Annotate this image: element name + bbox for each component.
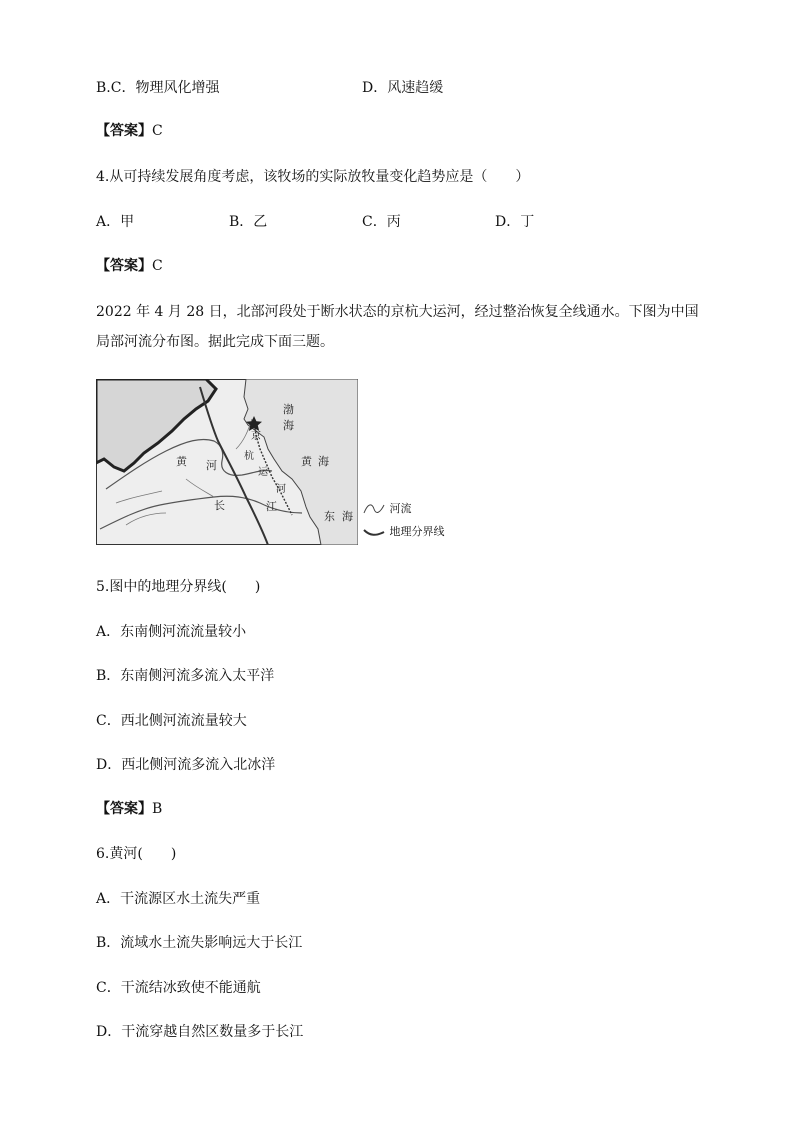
map-label-huanghai-2: 海 [318,455,329,468]
q3-option-d: D．风速趋缓 [362,80,444,96]
answer-value: C [152,123,163,139]
answer-value: B [152,801,163,817]
map-label-donghai-2: 海 [342,510,353,523]
map-label-chang: 长 [214,499,225,512]
q6-stem: 6.黄河( ) [96,846,177,862]
legend-boundary [362,525,445,539]
map-label-bohai-2: 海 [283,419,294,432]
q4-option-d: D．丁 [495,214,535,230]
answer-value: C [152,258,163,274]
q4-option-c: C．丙 [362,214,401,230]
answer-tag: 【答案】 [96,801,152,817]
river-map [96,379,358,545]
q5-option-a: A．东南侧河流流量较小 [96,624,247,640]
q6-option-c: C．干流结冰致使不能通航 [96,980,261,996]
map-label-he: 河 [276,484,286,495]
map-label-hang: 杭 [244,451,254,462]
legend-river-label: 河流 [389,502,412,515]
q4-stem: 4.从可持续发展角度考虑，该牧场的实际放牧量变化趋势应是（ ） [96,169,530,185]
map-label-huanghe-2: 河 [206,459,217,472]
q5-answer [96,799,162,819]
river-map-figure [96,379,358,545]
q4-option-b: B．乙 [229,214,268,230]
legend-river [362,502,412,516]
q6-option-a: A．干流源区水土流失严重 [96,891,261,907]
q6-option-b: B．流域水土流失影响远大于长江 [96,935,303,951]
q5-option-d: D．西北侧河流多流入北冰洋 [96,757,276,773]
map-label-huanghe-1: 黄 [176,455,187,468]
q3-answer [96,121,163,141]
answer-tag: 【答案】 [96,258,152,274]
map-label-huanghai-1: 黄 [301,455,312,468]
boundary-legend-icon [362,526,386,538]
q5-option-c: C．西北侧河流流量较大 [96,713,247,729]
map-label-jiang: 江 [266,500,277,513]
map-label-donghai-1: 东 [324,510,335,523]
intro-paragraph: 2022 年 4 月 28 日，北部河段处于断水状态的京杭大运河，经过整治恢复全线通水。下图为中国局部河流分布图。据此完成下面三题。 [96,304,699,350]
map-label-jing: 京 [251,431,261,442]
q4-answer [96,256,163,276]
q5-option-b: B．东南侧河流多流入太平洋 [96,668,275,684]
q3-option-b: B.C．物理风化增强 [96,80,220,96]
legend-boundary-label: 地理分界线 [389,525,445,538]
map-label-bohai-1: 渤 [283,403,294,416]
q6-option-d: D．干流穿越自然区数量多于长江 [96,1024,304,1040]
map-label-yun: 运 [258,467,268,478]
q4-option-a: A．甲 [96,214,135,230]
river-legend-icon [362,503,386,515]
q5-stem: 5.图中的地理分界线( ) [96,579,261,595]
answer-tag: 【答案】 [96,123,152,139]
